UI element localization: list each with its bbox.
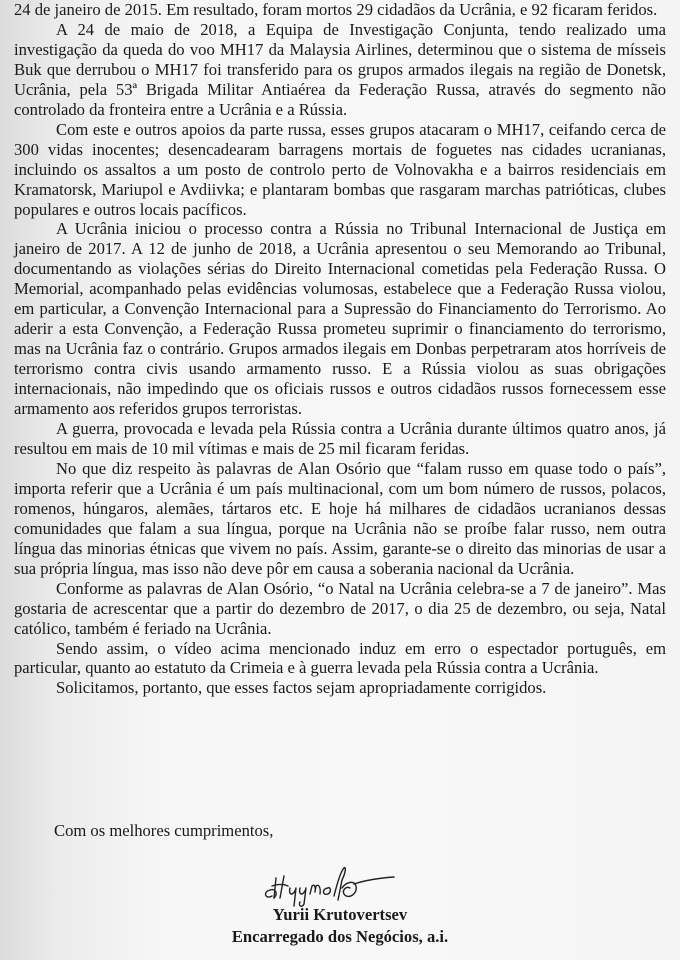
paragraph-icj-case: A Ucrânia iniciou o processo contra a Rússia no Tribunal Internacional de Justiça em janeiro de 2017. A 12 de junho de 2018, a Ucrânia apresentou o seu Memorando ao Tribunal, documentando as violações sérias do Direito Internacional cometidas pela Federação Russa. O Memorial, acompanhado pelas evidências volumosas, estabelece que a Federação Russa violou, em particular, a Convenção Internacional para a Supressão do Financiamento do Terrorismo. Ao aderir a esta Convenção, a Federação Russa prometeu suprimir o financiamento do terrorismo, mas na Ucrânia faz o contrário. Grupos armados ilegais em Donbas perpetraram atos horríveis de terrorismo contra civis usando armamento russo. E a Rússia violou as suas obrigações internacionais, não impedindo que os oficiais russos e outros cidadãos russos fornecessem esse armamento aos referidos grupos terroristas. bbox=[14, 219, 666, 419]
closing-salutation: Com os melhores cumprimentos, bbox=[54, 821, 274, 840]
paragraph-languages: No que diz respeito às palavras de Alan Osório que “falam russo em quase todo o país”, importa referir que a Ucrânia é um país multinacional, com um bom número de russos, polacos, romenos, húngaros, alemães, tártaros etc. E hoje há milhares de cidadãos ucranianos dessas comunidades que falam a sua língua, porque na Ucrânia não se proíbe falar russo, nem outra língua das minorias étnicas que vivem no país. Assim, garante-se o direito das minorias de usar a sua própria língua, mas isso não deve pôr em causa a soberania nacional da Ucrânia. bbox=[14, 458, 666, 578]
signer-title: Encarregado dos Negócios, a.i. bbox=[231, 927, 449, 946]
paragraph-christmas: Conforme as palavras de Alan Osório, “o Natal na Ucrânia celebra-se a 7 de janeiro”. Mas gostaria de acrescentar que a partir do dezembro de 2017, o dia 25 de dezembro, ou seja, Natal católico, também é feriado na Ucrânia. bbox=[14, 578, 666, 638]
paragraph-attacks: Com este e outros apoios da parte russa, esses grupos atacaram o MH17, ceifando cerca de 300 vidas inocentes; desencadearam barragens mortais de foguetes nas cidades ucranianas, incluindo os assaltos a um posto de controlo perto de Volnovakha e a bairros residenciais em Kramatorsk, Mariupol e Avdiivka; e plantaram bombas que rasgaram marchas patrióticas, clubes populares e outros locais pacíficos. bbox=[14, 119, 666, 219]
paragraph-war-casualties: A guerra, provocada e levada pela Rússia contra a Ucrânia durante últimos quatro anos, já resultou em mais de 10 mil vítimas e mais de 25 mil ficaram feridas. bbox=[14, 419, 666, 458]
letter-body bbox=[14, 0, 666, 698]
paragraph-intro-continuation: 24 de janeiro de 2015. Em resultado, foram mortos 29 cidadãos da Ucrânia, e 92 ficaram feridos. bbox=[14, 0, 658, 19]
paragraph-request: Solicitamos, portanto, que esses factos sejam apropriadamente corrigidos. bbox=[56, 678, 547, 698]
paragraph-conclusion: Sendo assim, o vídeo acima mencionado induz em erro o espectador português, em particular, quanto ao estatuto da Crimeia e à guerra levada pela Rússia contra a Ucrânia. bbox=[14, 638, 666, 678]
signer-name: Yurii Krutovertsev bbox=[272, 905, 408, 924]
signature-icon bbox=[258, 860, 408, 908]
paragraph-mh17-investigation: A 24 de maio de 2018, a Equipa de Investigação Conjunta, tendo realizado uma investigação da queda do voo MH17 da Malaysia Airlines, determinou que o sistema de mísseis Buk que derrubou o MH17 foi transferido para os grupos armados ilegais na região de Donetsk, Ucrânia, pela 53ª Brigada Militar Antiaérea da Federação Russa, através do segmento não controlado da fronteira entre a Ucrânia e a Rússia. bbox=[14, 19, 666, 119]
